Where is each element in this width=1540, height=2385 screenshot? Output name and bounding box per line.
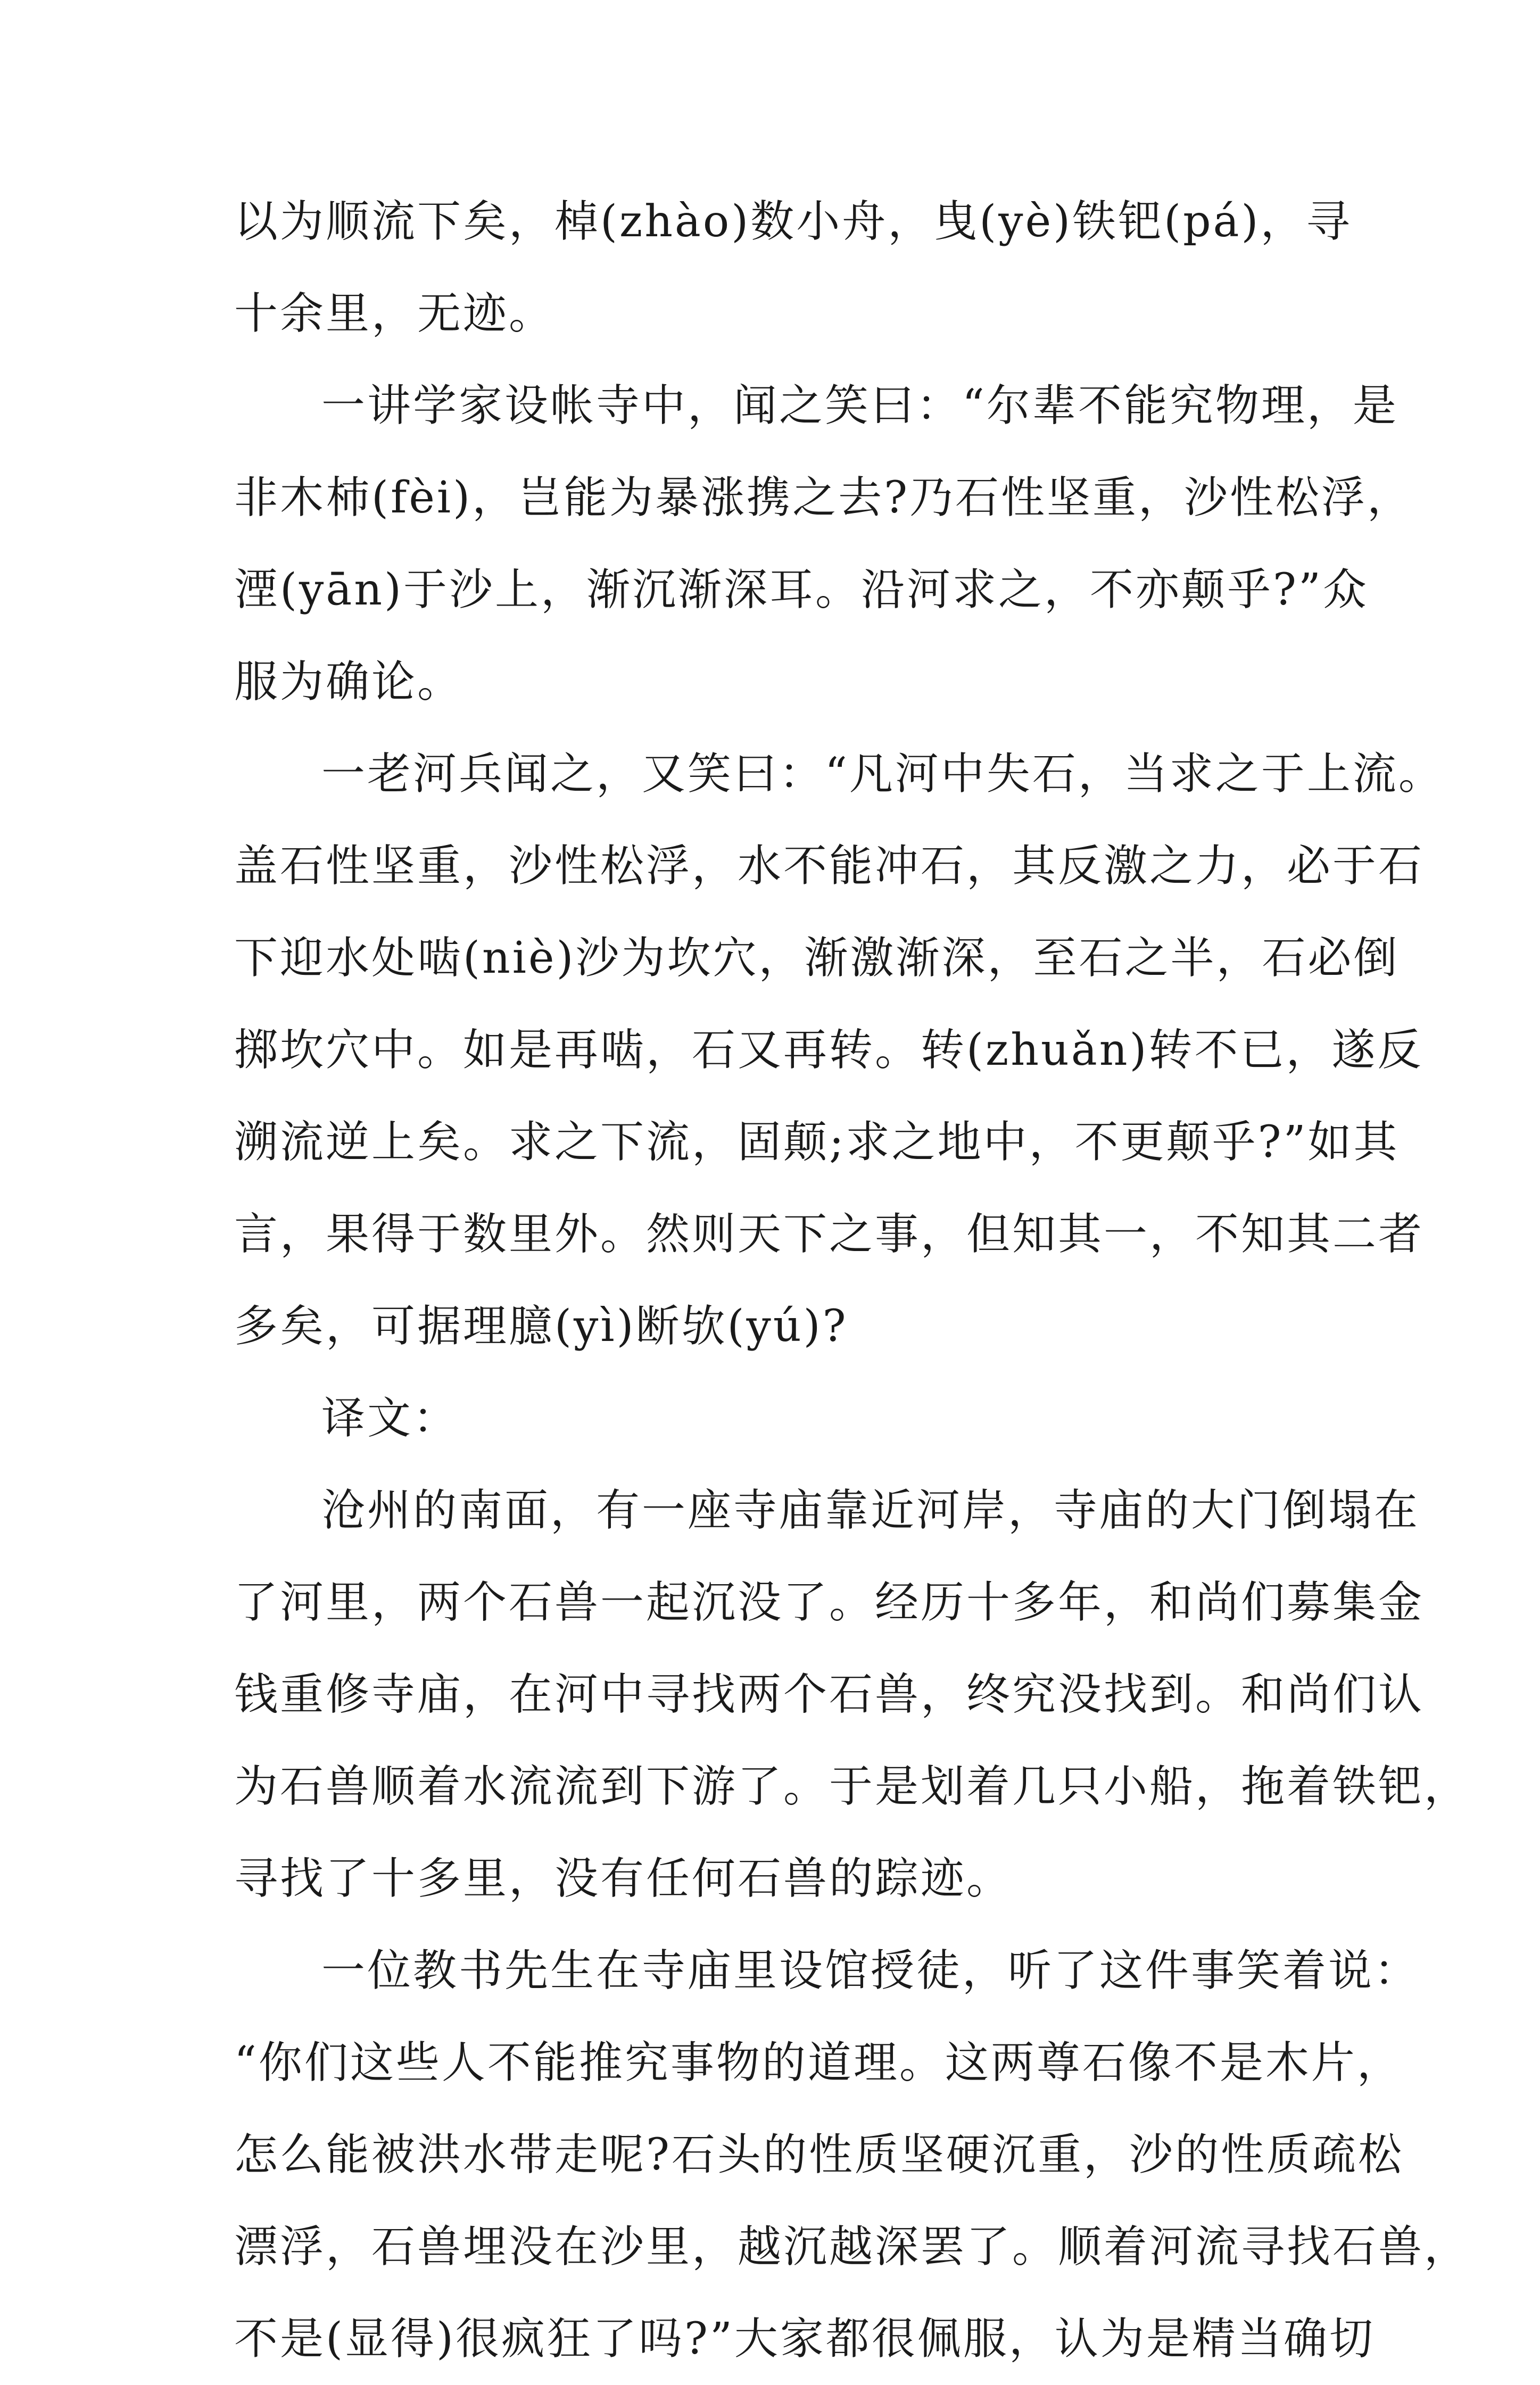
text-line: 多矣，可据理臆(yì)断欤(yú)? [234, 1301, 848, 1352]
body-text [234, 176, 1470, 2385]
text-line: 服为确论。 [234, 657, 463, 707]
text-line: 湮(yān)于沙上，渐沉渐深耳。沿河求之，不亦颠乎?”众 [234, 565, 1369, 615]
text-line: 溯流逆上矣。求之下流，固颠;求之地中，不更颠乎?”如其 [234, 1117, 1400, 1167]
text-line: 非木杮(fèi)，岂能为暴涨携之去?乃石性坚重，沙性松浮， [234, 473, 1413, 523]
text-line: 一位教书先生在寺庙里设馆授徒，听了这件事笑着说： [321, 1945, 1420, 1996]
text-line: 了河里，两个石兽一起沉没了。经历十多年，和尚们募集金 [234, 1577, 1425, 1628]
text-line: 沧州的南面，有一座寺庙靠近河岸，寺庙的大门倒塌在 [321, 1485, 1420, 1536]
text-line: 钱重修寺庙，在河中寻找两个石兽，终究没找到。和尚们认 [234, 1669, 1425, 1720]
text-line: 一讲学家设帐寺中，闻之笑曰：“尔辈不能究物理，是 [321, 380, 1398, 431]
text-line: 掷坎穴中。如是再啮，石又再转。转(zhuǎn)转不已，遂反 [234, 1025, 1423, 1075]
text-line: 十余里，无迹。 [234, 288, 555, 339]
section-heading: 译文： [321, 1393, 459, 1444]
text-line: 下迎水处啮(niè)沙为坎穴，渐激渐深，至石之半，石必倒 [234, 933, 1400, 983]
text-line: 为石兽顺着水流流到下游了。于是划着几只小船，拖着铁钯， [234, 1761, 1470, 1812]
text-line: 寻找了十多里，没有任何石兽的踪迹。 [234, 1853, 1013, 1904]
text-line: 不是(显得)很疯狂了吗?”大家都很佩服，认为是精当确切 [234, 2314, 1375, 2364]
text-line: 盖石性坚重，沙性松浮，水不能冲石，其反激之力，必于石 [234, 841, 1425, 891]
text-line: 以为顺流下矣，棹(zhào)数小舟，曳(yè)铁钯(pá)，寻 [234, 196, 1352, 247]
text-line: 漂浮，石兽埋没在沙里，越沉越深罢了。顺着河流寻找石兽， [234, 2222, 1470, 2272]
text-line: 一老河兵闻之，又笑曰：“凡河中失石，当求之于上流。 [321, 749, 1444, 799]
text-line: 言，果得于数里外。然则天下之事，但知其一，不知其二者 [234, 1209, 1425, 1260]
text-line: 怎么能被洪水带走呢?石头的性质坚硬沉重，沙的性质疏松 [234, 2130, 1404, 2180]
text-line: “你们这些人不能推究事物的道理。这两尊石像不是木片， [234, 2038, 1403, 2088]
